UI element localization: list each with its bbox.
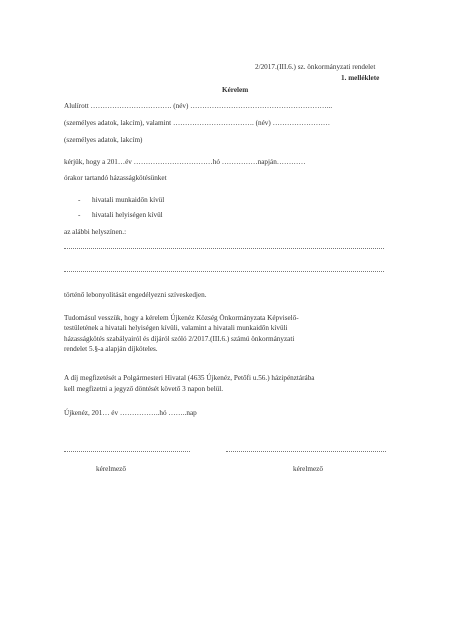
ack-line: rendelet 5.§-a alapján díjköteles. bbox=[64, 345, 158, 353]
ceremony-time-line: órakor tartandó házasságkötésünket bbox=[64, 174, 167, 182]
regulation-reference: 2/2017.(III.6.) sz. önkormányzati rendelet bbox=[255, 63, 376, 71]
applicant-name-line: Alulírott ……………………………. (név) …………………………………………………... bbox=[64, 102, 333, 110]
date-line: Újkenéz, 201… év ……………..hó ……..nap bbox=[64, 409, 197, 417]
option-outside-office: hivatali helyiségen kívül bbox=[92, 211, 163, 219]
approval-line: történő lebonyolítását engedélyezni szíveskedjen. bbox=[64, 291, 207, 299]
request-date-line: kérjük, hogy a 201…év ……………………………hó ……………napján………… bbox=[64, 158, 306, 166]
annex-label: 1. melléklete bbox=[341, 74, 380, 82]
signature-label-right: kérelmező bbox=[293, 465, 323, 473]
option-outside-hours: hivatali munkaidőn kívül bbox=[92, 196, 165, 204]
location-label: az alábbi helyszínen.: bbox=[64, 228, 127, 236]
signature-line-left bbox=[64, 451, 190, 452]
option-bullet: - bbox=[78, 211, 81, 219]
second-applicant-details-line: (személyes adatok, lakcím) bbox=[64, 136, 143, 144]
ack-line: testületének a hivatali helyiségen kívüli, valamint a hivatali munkaidőn kívüli bbox=[64, 324, 288, 332]
applicant-details-line: (személyes adatok, lakcím), valamint ……………………………. (név) …………………… bbox=[64, 119, 331, 127]
payment-line: kell megfizetni a jegyző döntését követő 3 napon belül. bbox=[64, 385, 224, 393]
document-title: Kérelem bbox=[222, 86, 249, 94]
signature-label-left: kérelmező bbox=[96, 465, 126, 473]
option-bullet: - bbox=[78, 196, 81, 204]
signature-line-right bbox=[226, 451, 386, 452]
location-blank-line bbox=[64, 248, 384, 249]
location-blank-line bbox=[64, 271, 384, 272]
ack-line: házasságkötés szabályairól és díjáról szóló 2/2017.(III.6.) számú önkormányzati bbox=[64, 335, 295, 343]
payment-line: A díj megfizetését a Polgármesteri Hivatal (4635 Újkenéz, Petőfi u.56.) házipénztárába bbox=[64, 374, 315, 382]
ack-line: Tudomásul vesszük, hogy a kérelem Újkenéz Község Önkormányzata Képviselő- bbox=[64, 314, 299, 322]
